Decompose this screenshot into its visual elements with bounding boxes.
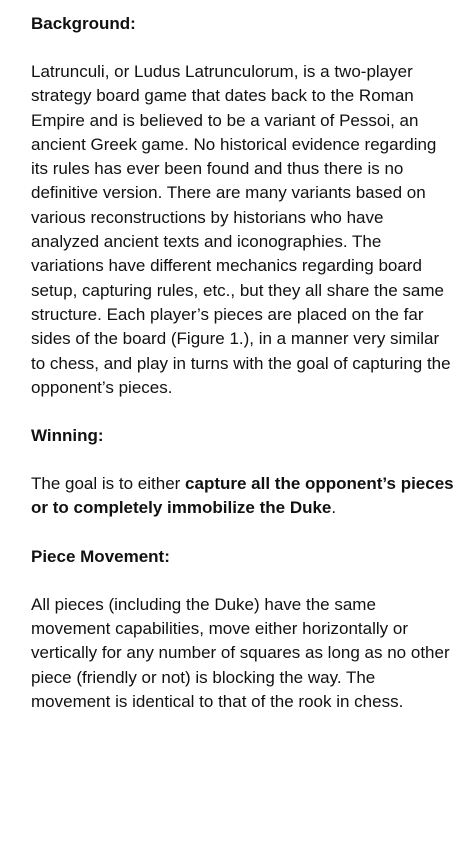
spacer — [31, 400, 456, 424]
background-heading: Background: — [31, 14, 136, 33]
winning-paragraph — [31, 472, 456, 521]
winning-heading: Winning: — [31, 426, 104, 446]
winning-text-suffix: . — [331, 498, 337, 518]
piece-movement-heading: Piece Movement: — [31, 546, 170, 566]
spacer — [31, 448, 456, 472]
background-paragraph: Latrunculi, or Ludus Latrunculorum, is a two-player strategy board game that dates back to the Roman Empire and is believed to be a variant of Pessoi, an ancient Greek game. No historical evidence regarding its rules has ever been found and thus there is no definitive version. There are many variants based on various reconstructions by historians who have analyzed ancient texts and iconographies. The variations have different mechanics regarding board setup, capturing rules, etc., but they all share the same structure. Each player’s pieces are placed on the far sides of the board (Figure 1.), in a manner very similar to chess, and play in turns with the goal of capturing the opponent’s pieces. — [31, 62, 451, 397]
spacer — [31, 569, 456, 593]
piece-movement-paragraph: All pieces (including the Duke) have the same movement capabilities, move either horizontally or vertically for any number of squares as long as no other piece (friendly or not) is blocking the way. The movement is identical to that of the rook in chess. — [31, 594, 450, 711]
spacer — [31, 36, 456, 60]
winning-text-bold: capture all the opponent’s pieces or to completely immobilize the Duke — [31, 474, 454, 518]
document — [31, 12, 456, 714]
spacer — [31, 521, 456, 545]
winning-text-prefix: The goal is to either — [31, 474, 186, 494]
